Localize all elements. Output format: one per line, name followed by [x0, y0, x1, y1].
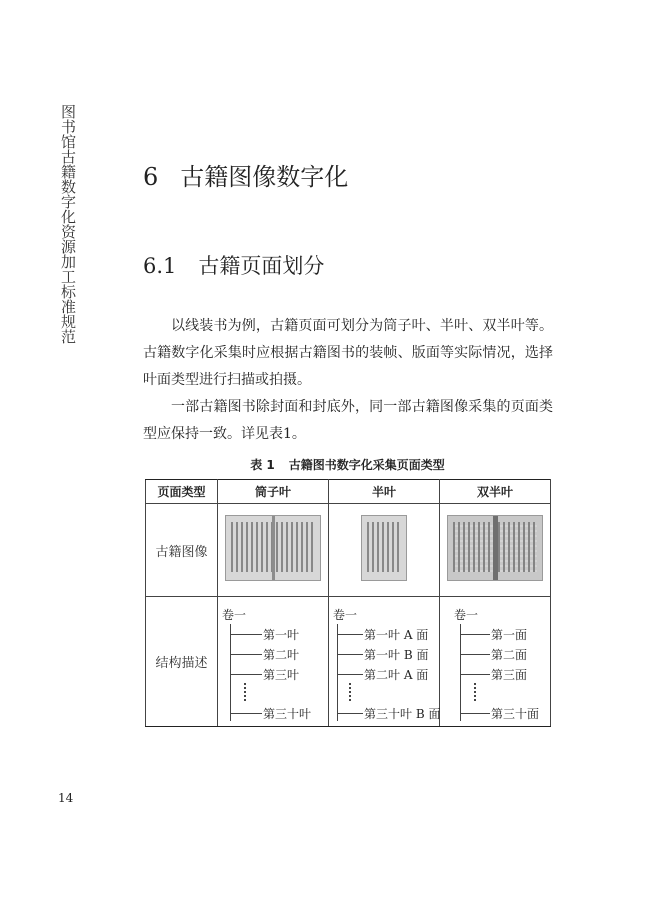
table-header-row — [146, 480, 551, 504]
book-image-half-leaf — [361, 515, 407, 581]
table-cell — [329, 597, 440, 727]
book-image-double-half-leaf — [447, 515, 543, 581]
table-caption — [145, 456, 550, 473]
chapter-title: 古籍图像数字化 — [180, 163, 349, 191]
row-label-structure: 结构描述 — [146, 597, 218, 727]
book-image-tongzi — [225, 515, 321, 581]
section-title: 古籍页面划分 — [198, 254, 325, 278]
structure-tree — [329, 602, 439, 722]
table-number: 表 1 — [250, 458, 275, 472]
ellipsis-dots — [349, 683, 351, 701]
structure-tree — [218, 602, 328, 722]
section-heading — [143, 250, 324, 280]
page-number: 14 — [58, 791, 74, 805]
table-header-cell: 双半叶 — [440, 480, 551, 504]
table-cell — [218, 597, 329, 727]
tree-leaf: 第三十叶 — [263, 706, 312, 721]
page-type-table — [145, 479, 551, 727]
body-paragraph: 一部古籍图书除封面和封底外，同一部古籍图像采集的页面类型应保持一致。详见表1。 — [143, 399, 553, 442]
tree-leaf: 第一面 — [491, 627, 528, 642]
row-label-image: 古籍图像 — [146, 504, 218, 597]
tree-leaf: 第二叶 A 面 — [364, 667, 429, 682]
body-paragraph: 以线装书为例，古籍页面可划分为筒子叶、半叶、双半叶等。古籍数字化采集时应根据古籍图书的装帧、版面等实际情况，选择叶面类型进行扫描或拍摄。 — [143, 318, 553, 388]
table-cell — [218, 504, 329, 597]
tree-leaf: 第一叶 B 面 — [364, 647, 429, 662]
tree-root-label: 卷一 — [454, 607, 479, 622]
table-caption-title: 古籍图书数字化采集页面类型 — [288, 458, 445, 472]
table-header-cell: 筒子叶 — [218, 480, 329, 504]
tree-leaf: 第三面 — [491, 667, 528, 682]
ellipsis-dots — [474, 683, 476, 701]
table-cell — [440, 597, 551, 727]
structure-tree — [440, 602, 550, 722]
table-row-images — [146, 504, 551, 597]
tree-root-label: 卷一 — [222, 607, 247, 622]
ellipsis-dots — [244, 683, 246, 701]
tree-leaf: 第三叶 — [263, 667, 300, 682]
running-header-book-title: 图书馆古籍数字化资源加工标准规范 — [59, 104, 77, 344]
tree-leaf: 第三十叶 B 面 — [364, 706, 441, 721]
tree-leaf: 第三十面 — [491, 706, 540, 721]
table-header-cell: 页面类型 — [146, 480, 218, 504]
table-cell — [329, 504, 440, 597]
section-number: 6.1 — [143, 254, 177, 278]
tree-leaf: 第一叶 A 面 — [364, 627, 429, 642]
tree-root-label: 卷一 — [333, 607, 358, 622]
chapter-number: 6 — [143, 163, 159, 191]
tree-leaf: 第二面 — [491, 647, 528, 662]
tree-leaf: 第二叶 — [263, 647, 300, 662]
table-cell — [440, 504, 551, 597]
tree-leaf: 第一叶 — [263, 627, 300, 642]
table-header-cell: 半叶 — [329, 480, 440, 504]
table-row-structure — [146, 597, 551, 727]
chapter-heading — [143, 157, 348, 192]
